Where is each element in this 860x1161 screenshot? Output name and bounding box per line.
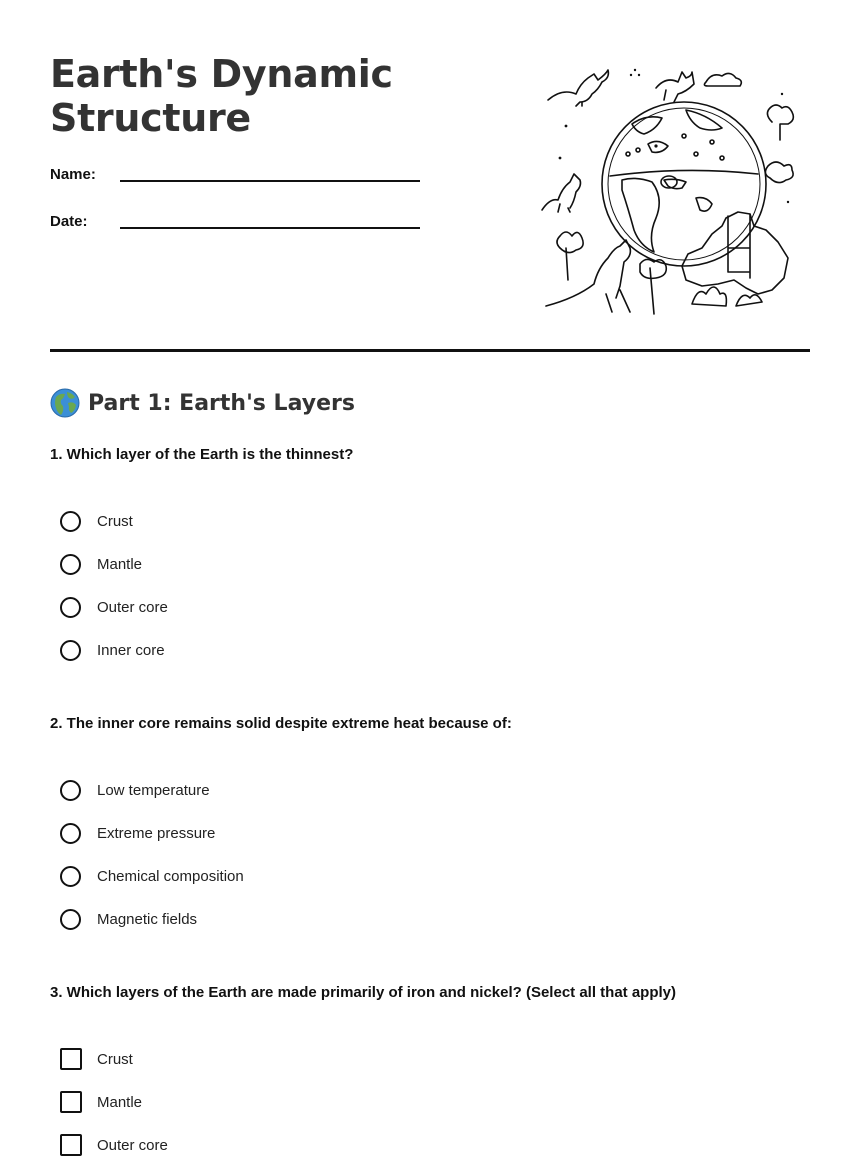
option-label: Outer core [97, 1136, 168, 1154]
option-label: Magnetic fields [97, 911, 198, 928]
name-write-line[interactable] [120, 180, 420, 182]
date-label: Date: [50, 213, 88, 230]
option-label: Mantle [97, 1093, 143, 1111]
date-field [50, 213, 120, 230]
q3-option-crust[interactable] [60, 1048, 133, 1070]
q2-option-low-temperature[interactable] [60, 780, 210, 801]
q1-option-mantle[interactable] [60, 554, 142, 575]
header-divider [50, 349, 810, 352]
question-1-text: 1. Which layer of the Earth is the thinnest? [50, 446, 354, 463]
radio-button[interactable] [60, 640, 81, 661]
radio-button[interactable] [60, 780, 81, 801]
option-label: Low temperature [97, 782, 210, 799]
radio-button[interactable] [60, 597, 81, 618]
radio-button[interactable] [60, 511, 81, 532]
q2-option-extreme-pressure[interactable] [60, 823, 215, 844]
checkbox[interactable] [60, 1134, 82, 1156]
q3-option-outer-core[interactable] [60, 1134, 168, 1156]
option-label: Chemical composition [97, 868, 244, 885]
option-label: Extreme pressure [97, 825, 216, 842]
radio-button[interactable] [60, 866, 81, 887]
option-label: Crust [97, 513, 133, 530]
date-write-line[interactable] [120, 227, 420, 229]
option-label: Inner core [97, 642, 165, 659]
q2-option-magnetic-fields[interactable] [60, 909, 197, 930]
worksheet-title: Earth's Dynamic Structure [50, 52, 393, 140]
q2-option-chemical-composition[interactable] [60, 866, 244, 887]
radio-button[interactable] [60, 823, 81, 844]
checkbox[interactable] [60, 1048, 82, 1070]
checkbox[interactable] [60, 1091, 82, 1113]
q1-option-inner-core[interactable] [60, 640, 165, 661]
question-2-text: 2. The inner core remains solid despite extreme heat because of: [50, 715, 512, 732]
name-field [50, 166, 120, 183]
option-label: Mantle [97, 556, 143, 573]
q3-option-mantle[interactable] [60, 1091, 142, 1113]
name-label: Name: [50, 166, 96, 183]
radio-button[interactable] [60, 909, 81, 930]
section-title: Part 1: Earth's Layers [88, 390, 355, 416]
question-3-text: 3. Which layers of the Earth are made primarily of iron and nickel? (Select all that apply) [50, 984, 677, 1001]
earth-illustration [536, 58, 798, 320]
section-heading [50, 388, 355, 418]
option-label: Crust [97, 1050, 133, 1068]
radio-button[interactable] [60, 554, 81, 575]
q1-option-crust[interactable] [60, 511, 133, 532]
q1-option-outer-core[interactable] [60, 597, 168, 618]
option-label: Outer core [97, 599, 168, 616]
globe-icon [50, 388, 80, 418]
